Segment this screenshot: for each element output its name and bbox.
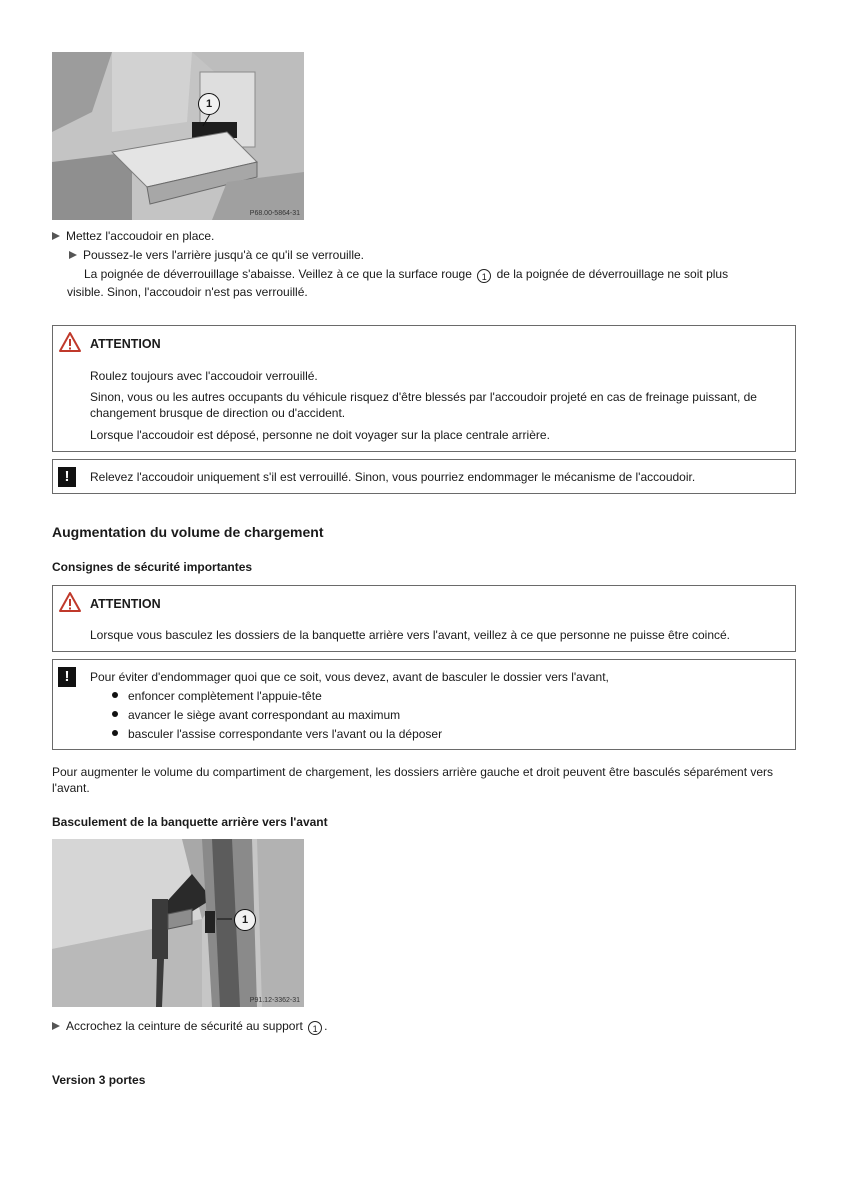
notice-text: Relevez l'accoudoir uniquement s'il est verrouillé. Sinon, vous pourriez endommager le mécanisme de l'accoudoir.: [90, 470, 696, 484]
figure-code: P68.00-5864-31: [249, 210, 300, 217]
callout-1-marker: [198, 93, 220, 115]
warning-triangle-icon: [58, 331, 82, 353]
exclamation-icon: !: [58, 667, 76, 687]
callout-number: 1: [241, 914, 249, 926]
result-text-a: La poignée de déverrouillage s'abaisse. Veillez à ce que la surface rouge: [84, 267, 472, 281]
bullet-icon: [112, 692, 118, 698]
exclamation-icon: !: [58, 467, 76, 487]
attention-title: ATTENTION: [90, 337, 161, 351]
instruction-text: Accrochez la ceinture de sécurité au support: [66, 1019, 303, 1033]
attention-box: [52, 585, 796, 652]
attention-paragraph: Lorsque vous basculez les dossiers de la banquette arrière vers l'avant, veillez à ce que personne ne puisse être coincé.: [90, 628, 730, 642]
subsection-heading: Version 3 portes: [52, 1073, 146, 1087]
seatbelt-figure: [52, 839, 304, 1007]
list-item: [112, 707, 400, 723]
result-text: [84, 266, 796, 283]
substep-text: Poussez-le vers l'arrière jusqu'à ce qu'il se verrouille.: [83, 248, 364, 262]
list-item-text: avancer le siège avant correspondant au maximum: [128, 708, 401, 722]
bullet-icon: [112, 711, 118, 717]
notice-box: [52, 659, 796, 750]
instruction-text: Mettez l'accoudoir en place.: [66, 229, 215, 243]
warning-triangle-icon: [58, 591, 82, 613]
list-item-text: basculer l'assise correspondante vers l'avant ou la déposer: [128, 727, 443, 741]
result-text-continued: visible. Sinon, l'accoudoir n'est pas verrouillé.: [67, 285, 308, 299]
armrest-figure: [52, 52, 304, 220]
attention-paragraph: Roulez toujours avec l'accoudoir verrouillé.: [90, 369, 318, 383]
list-item-text: enfoncer complètement l'appuie-tête: [128, 689, 322, 703]
body-paragraph: Pour augmenter le volume du compartiment de chargement, les dossiers arrière gauche et droit peuvent être basculés séparément vers l'avant.: [52, 765, 774, 795]
arrow-bullet-icon: [52, 1022, 60, 1030]
result-text-b: de la poignée de déverrouillage ne soit plus: [496, 267, 729, 281]
arrow-bullet-icon: [69, 251, 77, 259]
attention-box: [52, 325, 796, 452]
instruction-substep: [69, 247, 364, 263]
arrow-bullet-icon: [52, 232, 60, 240]
figure-code: P91.12-3362-31: [249, 997, 300, 1004]
bullet-icon: [112, 730, 118, 736]
notice-intro: Pour éviter d'endommager quoi que ce soit, vous devez, avant de basculer le dossier vers l'avant,: [90, 670, 609, 684]
callout-1-icon: 1: [308, 1021, 322, 1035]
attention-title: ATTENTION: [90, 597, 161, 611]
instruction-end: .: [324, 1019, 328, 1033]
instruction-step: [52, 228, 214, 244]
list-item: [112, 726, 442, 742]
callout-number: 1: [205, 98, 213, 110]
notice-box: [52, 459, 796, 494]
list-item: [112, 688, 322, 704]
callout-1-marker: [234, 909, 256, 931]
attention-paragraph: Lorsque l'accoudoir est déposé, personne ne doit voyager sur la place centrale arrière.: [90, 428, 550, 442]
callout-1-icon: 1: [477, 269, 491, 283]
subsection-heading: Basculement de la banquette arrière vers l'avant: [52, 815, 328, 829]
armrest-illustration: [52, 52, 304, 220]
attention-paragraph: Sinon, vous ou les autres occupants du véhicule risquez d'être blessés par l'accoudoir projeté en cas de freinage puissant, de changement brusque de direction ou d'accident.: [90, 390, 757, 420]
section-heading: Augmentation du volume de chargement: [52, 524, 324, 540]
subsection-heading: Consignes de sécurité importantes: [52, 560, 253, 574]
instruction-step: [52, 1018, 327, 1035]
seatbelt-illustration: [52, 839, 304, 1007]
